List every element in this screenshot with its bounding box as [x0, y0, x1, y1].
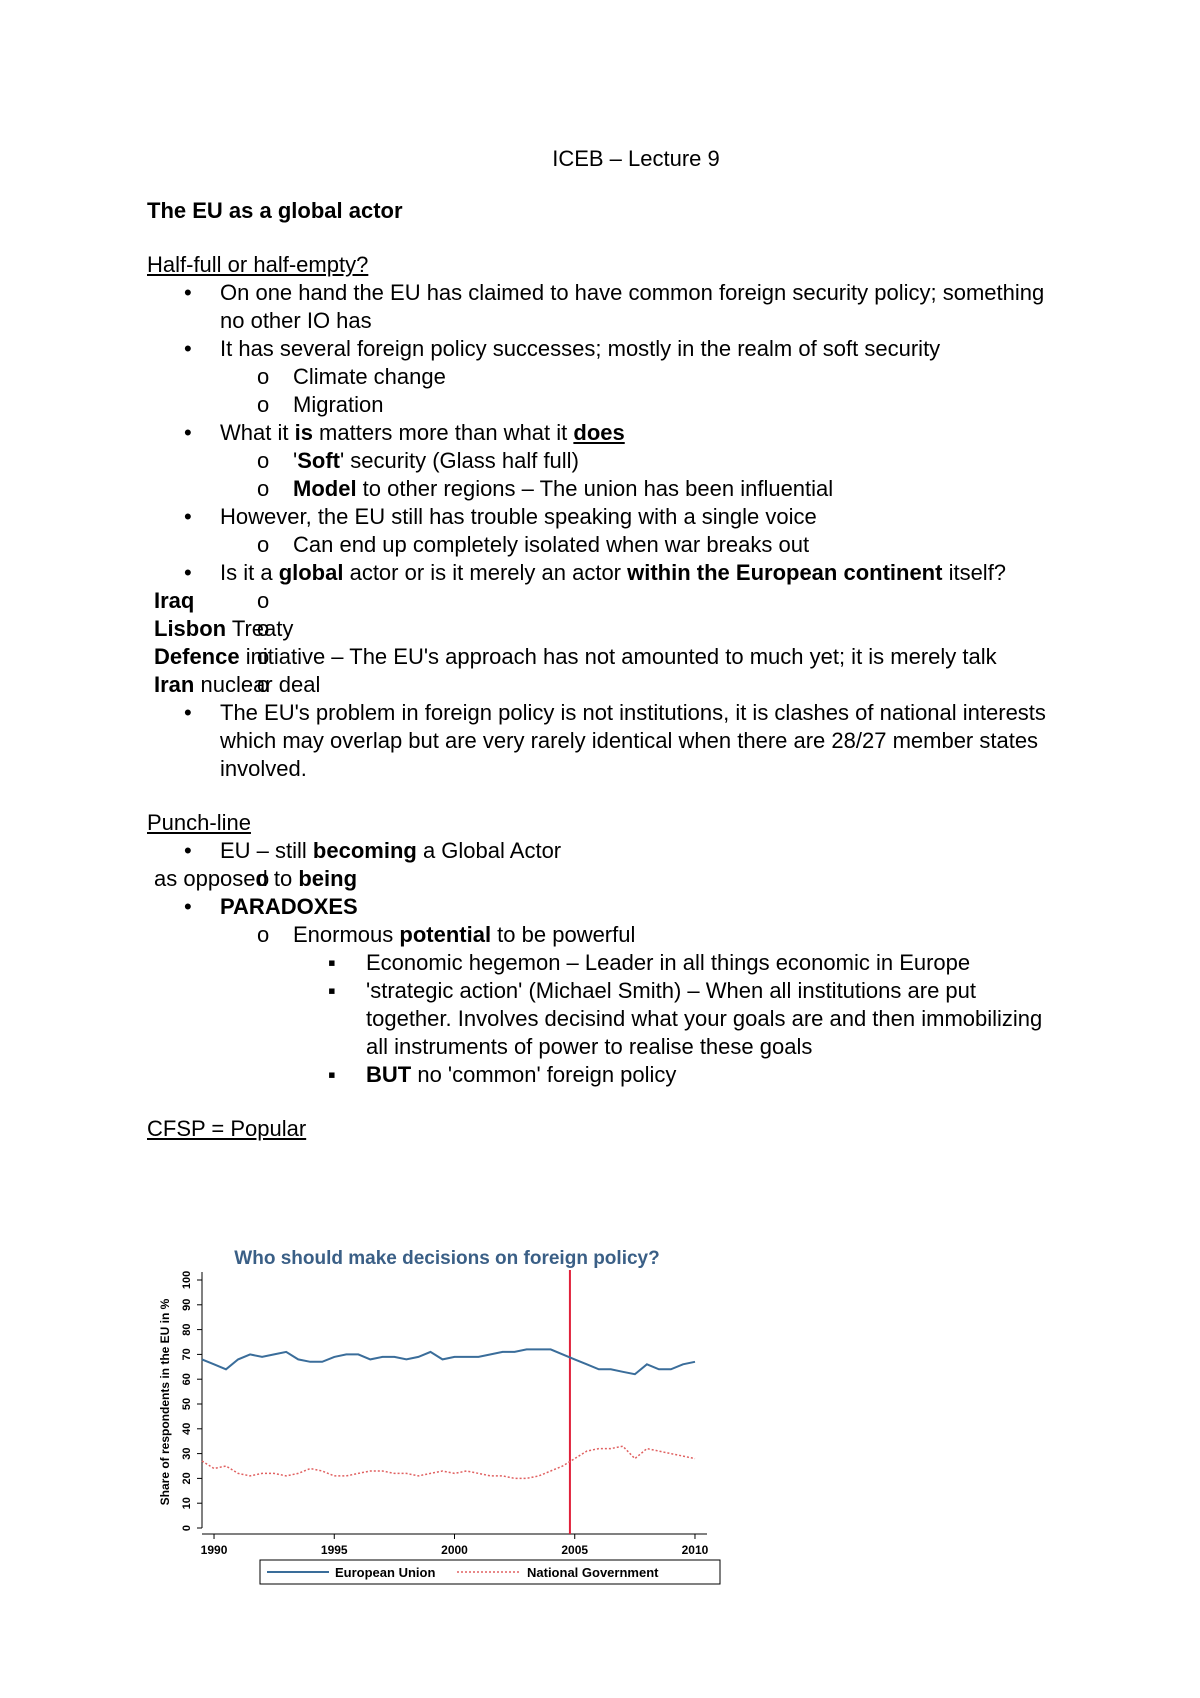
y-tick-label: 70: [181, 1348, 193, 1361]
list-item: o Iraq: [147, 587, 1067, 615]
y-tick-label: 40: [181, 1422, 193, 1435]
list-item: ▪ Economic hegemon – Leader in all things economic in Europe: [147, 949, 1067, 977]
list-item: o Migration: [147, 391, 1067, 419]
list-item: o as opposed to being: [147, 865, 1067, 893]
list-item: ▪ 'strategic action' (Michael Smith) – When all institutions are put together. Involves decisind what your goals are and then immobilizing all instruments of power to realise these goals: [147, 977, 1067, 1061]
document-title: ICEB – Lecture 9: [552, 146, 720, 171]
list-item: o Enormous potential to be powerful: [147, 921, 1067, 949]
series-line-national-government: [202, 1446, 695, 1478]
y-tick-label: 50: [181, 1397, 193, 1411]
section-half-full-title: Half-full or half-empty?: [147, 252, 369, 277]
x-tick-label: 1995: [320, 1543, 348, 1557]
list-item: • What it is matters more than what it does: [147, 419, 1067, 447]
section-punch-line-title: Punch-line: [147, 810, 251, 835]
chart-svg: [147, 1240, 767, 1590]
foreign-policy-chart: [147, 1240, 767, 1590]
list-item: o Climate change: [147, 363, 1067, 391]
series-line-european-union: [202, 1349, 695, 1374]
legend-national-label: National Government: [527, 1565, 659, 1580]
y-tick-label: 0: [181, 1524, 193, 1532]
list-item: • PARADOXES: [147, 893, 1067, 921]
y-axis-label: Share of respondents in the EU in %: [158, 1298, 172, 1506]
list-item: • On one hand the EU has claimed to have common foreign security policy; something no other IO has: [147, 279, 1067, 335]
list-item: ▪ BUT no 'common' foreign policy: [147, 1061, 1067, 1089]
list-item: • The EU's problem in foreign policy is not institutions, it is clashes of national interests which may overlap but are very rarely identical when there are 28/27 member states involved.: [147, 699, 1067, 783]
list-item: • EU – still becoming a Global Actor: [147, 837, 1067, 865]
list-item: o 'Soft' security (Glass half full): [147, 447, 1067, 475]
y-tick-label: 30: [181, 1447, 193, 1460]
list-item: • It has several foreign policy successes; mostly in the realm of soft security: [147, 335, 1067, 363]
legend-eu-label: European Union: [335, 1565, 436, 1580]
x-tick-label: 1990: [200, 1543, 228, 1557]
y-tick-label: 60: [181, 1373, 193, 1386]
chart-series: [202, 1270, 695, 1534]
list-item: • However, the EU still has trouble speaking with a single voice: [147, 503, 1067, 531]
document-body: [147, 145, 1067, 1143]
x-tick-label: 2000: [441, 1543, 468, 1557]
y-tick-label: 80: [181, 1323, 193, 1336]
chart-legend: [260, 1560, 720, 1584]
list-item: o Defence initiative – The EU's approach has not amounted to much yet; it is merely talk: [147, 643, 1067, 671]
list-item: o Can end up completely isolated when war breaks out: [147, 531, 1067, 559]
y-tick-label: 90: [181, 1298, 193, 1311]
list-item: o Lisbon Treaty: [147, 615, 1067, 643]
list-item: o Model to other regions – The union has been influential: [147, 475, 1067, 503]
chart-title: Who should make decisions on foreign policy?: [234, 1248, 660, 1269]
section-cfsp-title: CFSP = Popular: [147, 1116, 307, 1141]
list-item: • Is it a global actor or is it merely an actor within the European continent itself?: [147, 559, 1067, 587]
main-heading: The EU as a global actor: [147, 198, 403, 223]
section-punch-line-list: [147, 837, 1067, 1089]
x-tick-label: 2010: [681, 1543, 709, 1557]
section-half-full-list: [147, 279, 1067, 783]
y-tick-label: 10: [181, 1497, 193, 1510]
list-item: o Iran nuclear deal: [147, 671, 1067, 699]
chart-axes: [181, 1271, 709, 1557]
x-tick-label: 2005: [561, 1543, 589, 1557]
y-tick-label: 100: [181, 1270, 193, 1290]
y-tick-label: 20: [181, 1472, 193, 1485]
